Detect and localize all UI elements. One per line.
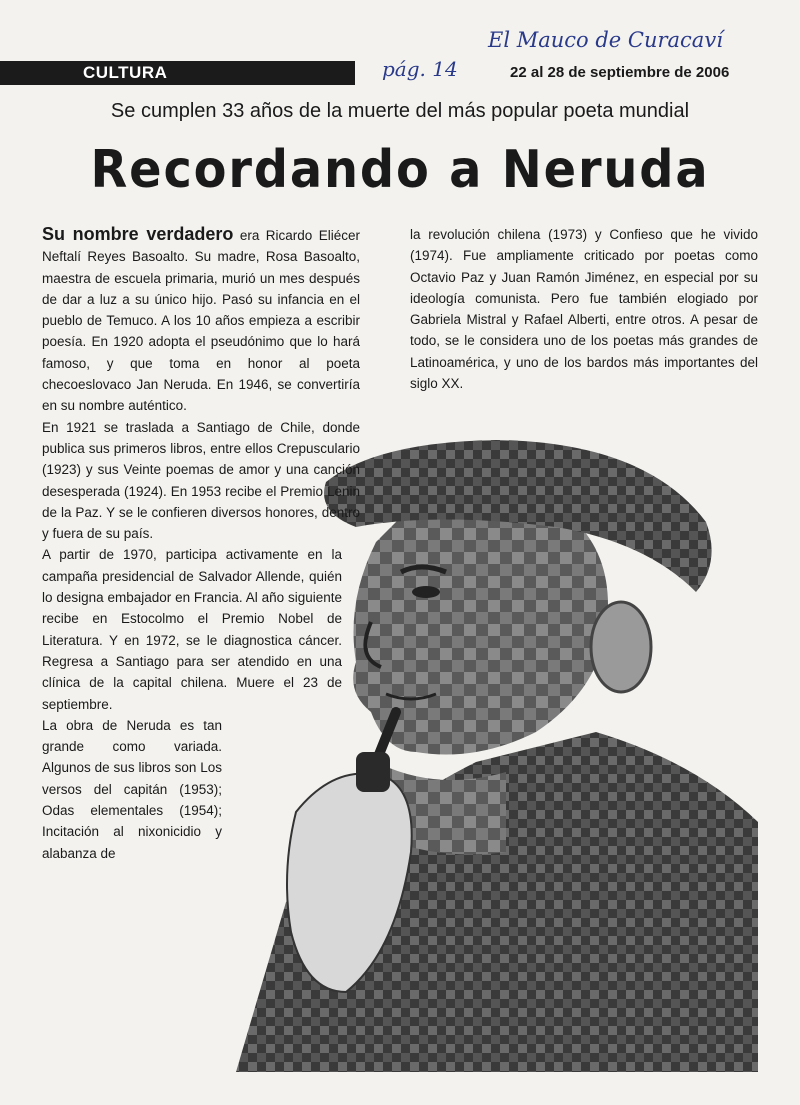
article-column-right xyxy=(410,224,758,394)
handwritten-page-ref: pág. 14 xyxy=(382,57,458,81)
article-column-left xyxy=(42,224,360,864)
issue-date: 22 al 28 de septiembre de 2006 xyxy=(510,64,730,81)
article-paragraph-4: La obra de Neruda es tan grande como variada. Algunos de sus libros son Los versos del capitán (1953); Odas elementales (1954); Incitación al nixonicidio y alabanza de xyxy=(42,717,222,861)
section-label: CULTURA xyxy=(83,63,168,82)
article-paragraph-1-text: era Ricardo Eliécer Neftalí Reyes Basoalto. Su madre, Rosa Basoalto, maestra de escuela primaria, murió un mes después de dar a luz a su único hijo. Pasó su infancia en el pueblo de Temuco. A los 10 años empieza a escribir poesía. En 1920 adopta el pseudónimo que lo hará famoso, y que toma en honor al poeta checoeslovaco Jan Neruda. En 1946, se convertiría en su nombre auténtico. xyxy=(42,228,361,414)
article-subtitle: Se cumplen 33 años de la muerte del más popular poeta mundial xyxy=(110,100,690,122)
article-paragraph-3: A partir de 1970, participa activamente en la campaña presidencial de Salvador Allende, quién lo designa embajador en Francia. Al año siguiente recibe en Estocolmo el Premio Nobel de Literatura. Y en 1972, se le diagnostica cáncer. Regresa a Santiago para ser atendido en una clínica de la capital chilena. Muere el 23 de septiembre. xyxy=(42,547,342,712)
article-paragraph-2: En 1921 se traslada a Santiago de Chile, donde publica sus primeros libros, entre ellos Crepusculario (1923) y sus Veinte poemas de amor y una canción desesperada (1924). En 1953 recibe el Premio Lenin de la Paz. Y se le confieren diversos honores, dentro y fuera de su país. xyxy=(42,419,360,542)
article-lead: Su nombre verdadero xyxy=(42,224,234,244)
article-paragraph-1 xyxy=(42,224,360,417)
article-paragraph-5: la revolución chilena (1973) y Confieso que he vivido (1974). Fue ampliamente criticado por poetas como Octavio Paz y Juan Ramón Jiménez, en especial por su ideología comunista. Pero fue también elogiado por Gabriela Mistral y Rafael Alberti, entre otros. A pesar de todo, se le considera uno de los poetas más grandes de Latinoamérica, y uno de los bardos más importantes del siglo XX. xyxy=(410,227,758,392)
handwritten-publication: El Mauco de Curacaví xyxy=(488,28,723,52)
section-bar xyxy=(0,61,355,85)
article-headline: Recordando a Neruda xyxy=(90,140,710,200)
